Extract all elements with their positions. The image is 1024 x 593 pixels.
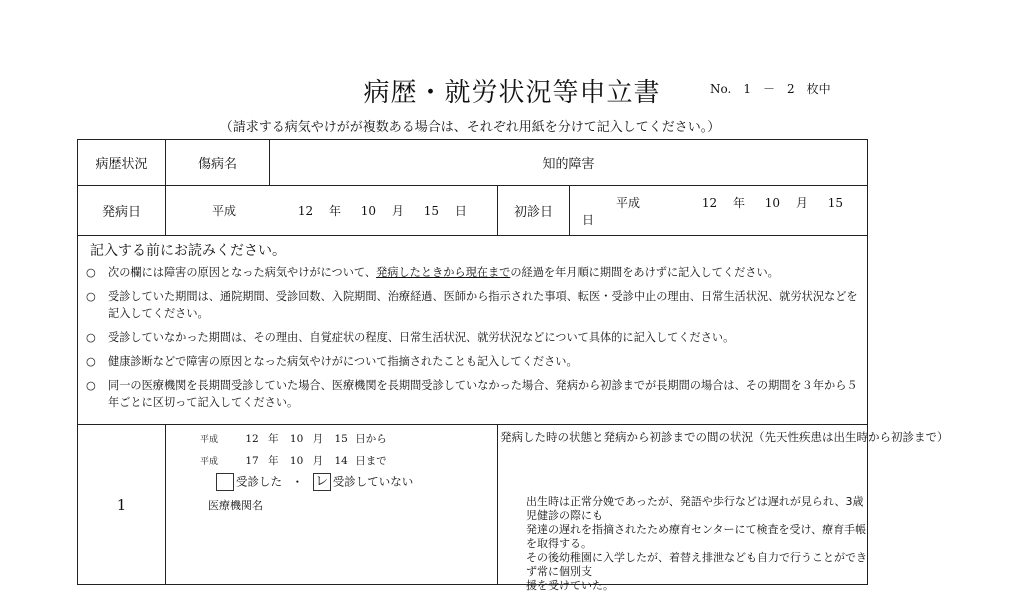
onset-label: 発病日 bbox=[78, 186, 166, 236]
to-suffix: 日まで bbox=[355, 455, 387, 467]
onset-date-field[interactable] bbox=[166, 186, 498, 236]
from-suffix: 日から bbox=[355, 433, 387, 445]
onset-month: 10 bbox=[360, 204, 377, 218]
to-day: 14 bbox=[334, 455, 348, 467]
year-unit: 年 bbox=[732, 195, 745, 210]
instruction-2 bbox=[86, 288, 859, 322]
entry-number: 1 bbox=[78, 425, 166, 585]
instruction-1-text bbox=[108, 264, 779, 281]
status-line-3: その後幼稚園に入学したが、着替え排泄なども自力で行うことができず常に個別支 bbox=[526, 551, 867, 578]
first-year: 12 bbox=[701, 195, 718, 210]
month-unit: 月 bbox=[312, 455, 324, 467]
form-title: 病歴・就労状況等申立書 bbox=[363, 78, 661, 108]
instruction-2-text: 受診していた期間は、通院期間、受診回数、入院期間、治療経過、医師から指示された事項、転医・受診中止の理由、日常生活状況、就労状況などを記入してください。 bbox=[108, 290, 858, 320]
disease-name-field[interactable]: 知的障害 bbox=[270, 140, 868, 186]
instruction-1-part-b: の経過を年月順に期間をあけずに記入してください。 bbox=[510, 266, 779, 279]
to-year: 17 bbox=[245, 455, 259, 467]
bullet-circle-icon: ○ bbox=[86, 355, 96, 368]
not-visited-checkbox[interactable]: レ bbox=[313, 473, 331, 491]
entry-period-cell bbox=[166, 425, 498, 585]
to-month: 10 bbox=[289, 455, 304, 467]
visited-checkbox[interactable] bbox=[216, 473, 234, 491]
year-unit: 年 bbox=[328, 204, 341, 218]
from-month: 10 bbox=[289, 433, 304, 445]
bullet-circle-icon: ○ bbox=[86, 290, 96, 303]
instruction-4 bbox=[86, 353, 859, 370]
first-month: 10 bbox=[764, 195, 781, 210]
first-visit-date-field[interactable] bbox=[570, 186, 868, 236]
instruction-1-part-a: 次の欄には障害の原因となった病気やけがについて、 bbox=[108, 266, 377, 279]
status-text bbox=[526, 495, 867, 593]
month-unit: 月 bbox=[391, 204, 404, 218]
year-unit: 年 bbox=[268, 455, 279, 467]
instruction-1 bbox=[86, 264, 859, 281]
instruction-3 bbox=[86, 329, 859, 346]
status-heading: 発病した時の状態と発病から初診までの間の状況（先天性疾患は出生時から初診まで） bbox=[500, 430, 949, 444]
bullet-circle-icon: ○ bbox=[86, 266, 96, 279]
status-line-2: 発達の遅れを指摘されたため療育センターにて検査を受け、療育手帳を取得する。 bbox=[526, 523, 867, 550]
history-form-table bbox=[77, 139, 949, 592]
onset-year: 12 bbox=[297, 204, 314, 218]
entry-status-cell[interactable] bbox=[498, 425, 949, 592]
year-unit: 年 bbox=[268, 433, 279, 445]
first-visit-label: 初診日 bbox=[498, 186, 570, 236]
instruction-4-text: 健康診断などで障害の原因となった病気やけがについて指摘されたことも記入してください。 bbox=[108, 355, 578, 368]
instruction-3-text: 受診していなかった期間は、その理由、自覚症状の程度、日常生活状況、就労状況などについて具体的に記入してください。 bbox=[108, 331, 735, 344]
from-year: 12 bbox=[245, 433, 259, 445]
visit-status bbox=[216, 473, 413, 491]
disease-label: 傷病名 bbox=[166, 140, 270, 186]
bullet-circle-icon: ○ bbox=[86, 379, 96, 392]
day-unit: 日 bbox=[582, 212, 595, 227]
onset-era: 平成 bbox=[212, 204, 237, 218]
onset-day: 15 bbox=[423, 204, 440, 218]
month-unit: 月 bbox=[312, 433, 324, 445]
form-subtitle: （請求する病気やけがが複数ある場合は、それぞれ用紙を分けて記入してください。） bbox=[219, 120, 721, 135]
month-unit: 月 bbox=[795, 195, 808, 210]
instructions-row bbox=[78, 236, 868, 425]
first-era: 平成 bbox=[616, 195, 641, 210]
day-unit: 日 bbox=[454, 204, 467, 218]
period-to[interactable] bbox=[200, 453, 387, 468]
instruction-1-underline-1: 発病したときから bbox=[376, 266, 466, 279]
dates-row bbox=[78, 186, 868, 236]
not-visited-label: 受診していない bbox=[332, 474, 414, 489]
instruction-5-text: 同一の医療機関を長期間受診していた場合、医療機関を長期間受診していなかった場合、発病から初診までが長期間の場合は、その期間を３年から５年ごとに区切って記入してください。 bbox=[108, 379, 858, 409]
visited-label: 受診した bbox=[236, 474, 282, 489]
separator-dot: ・ bbox=[291, 474, 304, 489]
instructions-box bbox=[78, 236, 868, 425]
disease-row bbox=[78, 140, 868, 186]
to-era: 平成 bbox=[200, 457, 219, 467]
section-label: 病歴状況 bbox=[78, 140, 166, 186]
from-era: 平成 bbox=[200, 435, 219, 445]
bullet-circle-icon: ○ bbox=[86, 331, 96, 344]
page-number: No. 1 － 2 枚中 bbox=[710, 82, 831, 96]
entry-row-1 bbox=[78, 425, 868, 585]
period-from[interactable] bbox=[200, 431, 387, 446]
status-line-4: 援を受けていた。 bbox=[526, 579, 614, 592]
instruction-1-underline-2: 現在まで bbox=[465, 266, 511, 279]
facility-label: 医療機関名 bbox=[208, 499, 263, 512]
instruction-5 bbox=[86, 377, 859, 411]
from-day: 15 bbox=[334, 433, 348, 445]
instructions-heading: 記入する前にお読みください。 bbox=[90, 243, 286, 259]
status-line-1: 出生時は正常分娩であったが、発語や歩行などは遅れが見られ、3歳児健診の際にも bbox=[526, 495, 864, 522]
first-day: 15 bbox=[827, 195, 844, 210]
